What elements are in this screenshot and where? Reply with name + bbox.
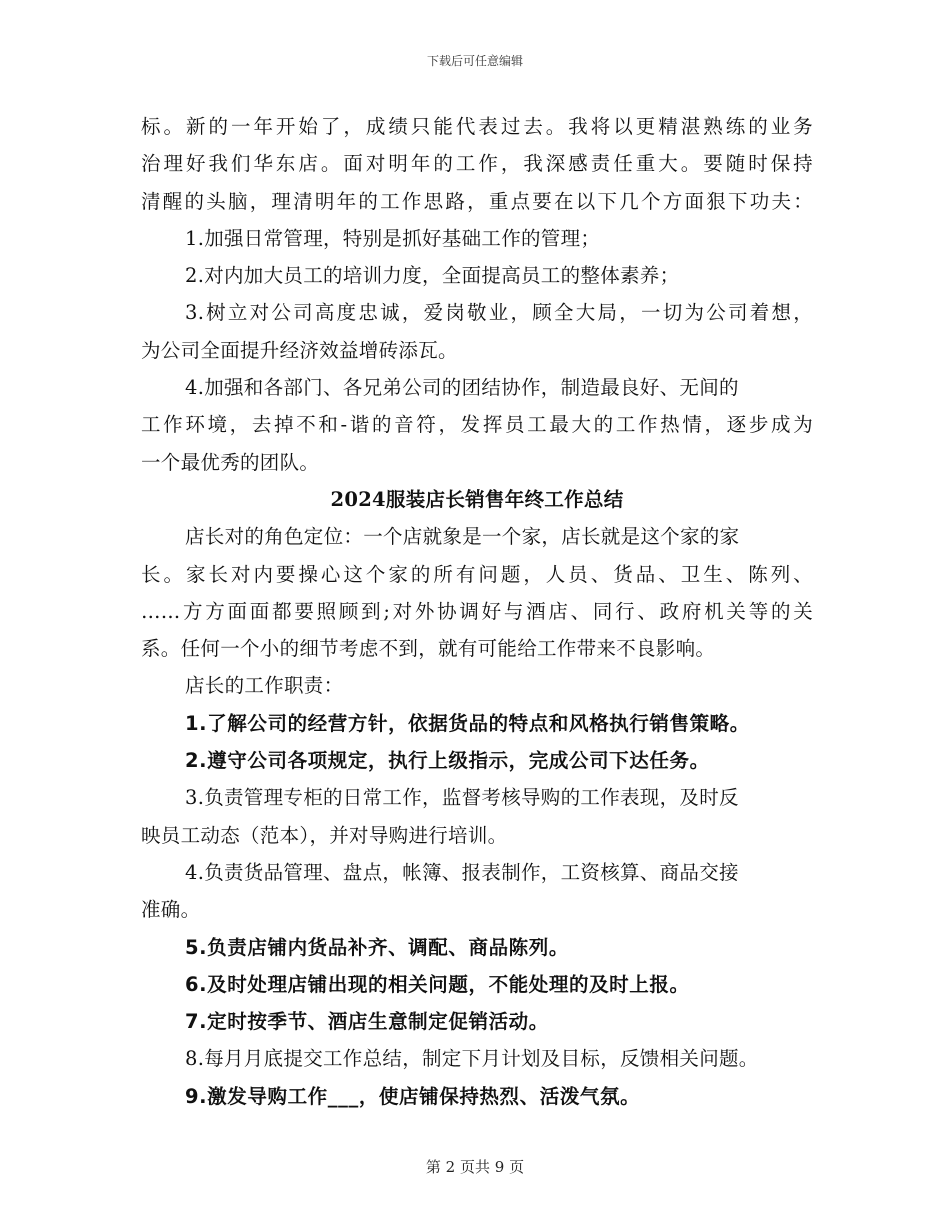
list-item: 9.激发导购工作___，使店铺保持热烈、活泼气氛。: [185, 1084, 641, 1108]
paragraph-line: 工作环境，去掉不和-谐的音符，发挥员工最大的工作热情，逐步成为: [141, 413, 813, 437]
list-item: 1.了解公司的经营方针，依据货品的特点和风格执行销售策略。: [185, 711, 750, 735]
list-item: 6.及时处理店铺出现的相关问题，不能处理的及时上报。: [185, 972, 690, 996]
paragraph-line: ……方方面面都要照顾到;对外协调好与酒店、同行、政府机关等的关: [141, 599, 813, 623]
list-item: 4.负责货品管理、盘点，帐簿、报表制作，工资核算、商品交接: [185, 860, 739, 884]
paragraph-line: 清醒的头脑，理清明年的工作思路，重点要在以下几个方面狠下功夫：: [141, 189, 813, 213]
page-footer: 第 2 页共 9 页: [425, 1158, 525, 1176]
paragraph-line: 为公司全面提升经济效益增砖添瓦。: [141, 338, 458, 362]
paragraph-line: 准确。: [141, 898, 201, 922]
paragraph-line: 一个最优秀的团队。: [141, 450, 320, 474]
paragraph-line: 长。家长对内要操心这个家的所有问题，人员、货品、卫生、陈列、: [141, 562, 813, 586]
list-item: 8.每月月底提交工作总结，制定下月计划及目标，反馈相关问题。: [185, 1047, 759, 1071]
list-item: 2.对内加大员工的培训力度，全面提高员工的整体素养；: [185, 264, 680, 288]
list-item: 2.遵守公司各项规定，执行上级指示，完成公司下达任务。: [185, 749, 710, 773]
list-item: 5.负责店铺内货品补齐、调配、商品陈列。: [185, 935, 569, 959]
page-header: 下载后可任意编辑: [426, 54, 523, 68]
list-item: 1.加强日常管理，特别是抓好基础工作的管理；: [185, 226, 601, 250]
list-item: 3.负责管理专柜的日常工作，监督考核导购的工作表现，及时反: [185, 786, 739, 810]
paragraph-line: 系。任何一个小的细节考虑不到，就有可能给工作带来不良影响。: [141, 637, 716, 661]
paragraph-line: 标。新的一年开始了，成绩只能代表过去。我将以更精湛熟练的业务: [141, 115, 813, 138]
section-title: 2024服装店长销售年终工作总结: [330, 487, 624, 511]
paragraph-line: 店长的工作职责：: [185, 674, 344, 698]
paragraph-line: 治理好我们华东店。面对明年的工作，我深感责任重大。要随时保持: [141, 152, 813, 176]
list-item: 3.树立对公司高度忠诚，爱岗敬业，顾全大局，一切为公司着想，: [185, 301, 813, 325]
paragraph-line: 映员工动态（范本），并对导购进行培训。: [141, 823, 508, 847]
list-item: 4.加强和各部门、各兄弟公司的团结协作，制造最良好、无间的: [185, 376, 739, 400]
document-body: [141, 108, 813, 1115]
list-item: 7.定时按季节、酒店生意制定促销活动。: [185, 1010, 549, 1034]
paragraph-line: 店长对的角色定位：一个店就象是一个家，店长就是这个家的家: [185, 525, 740, 549]
